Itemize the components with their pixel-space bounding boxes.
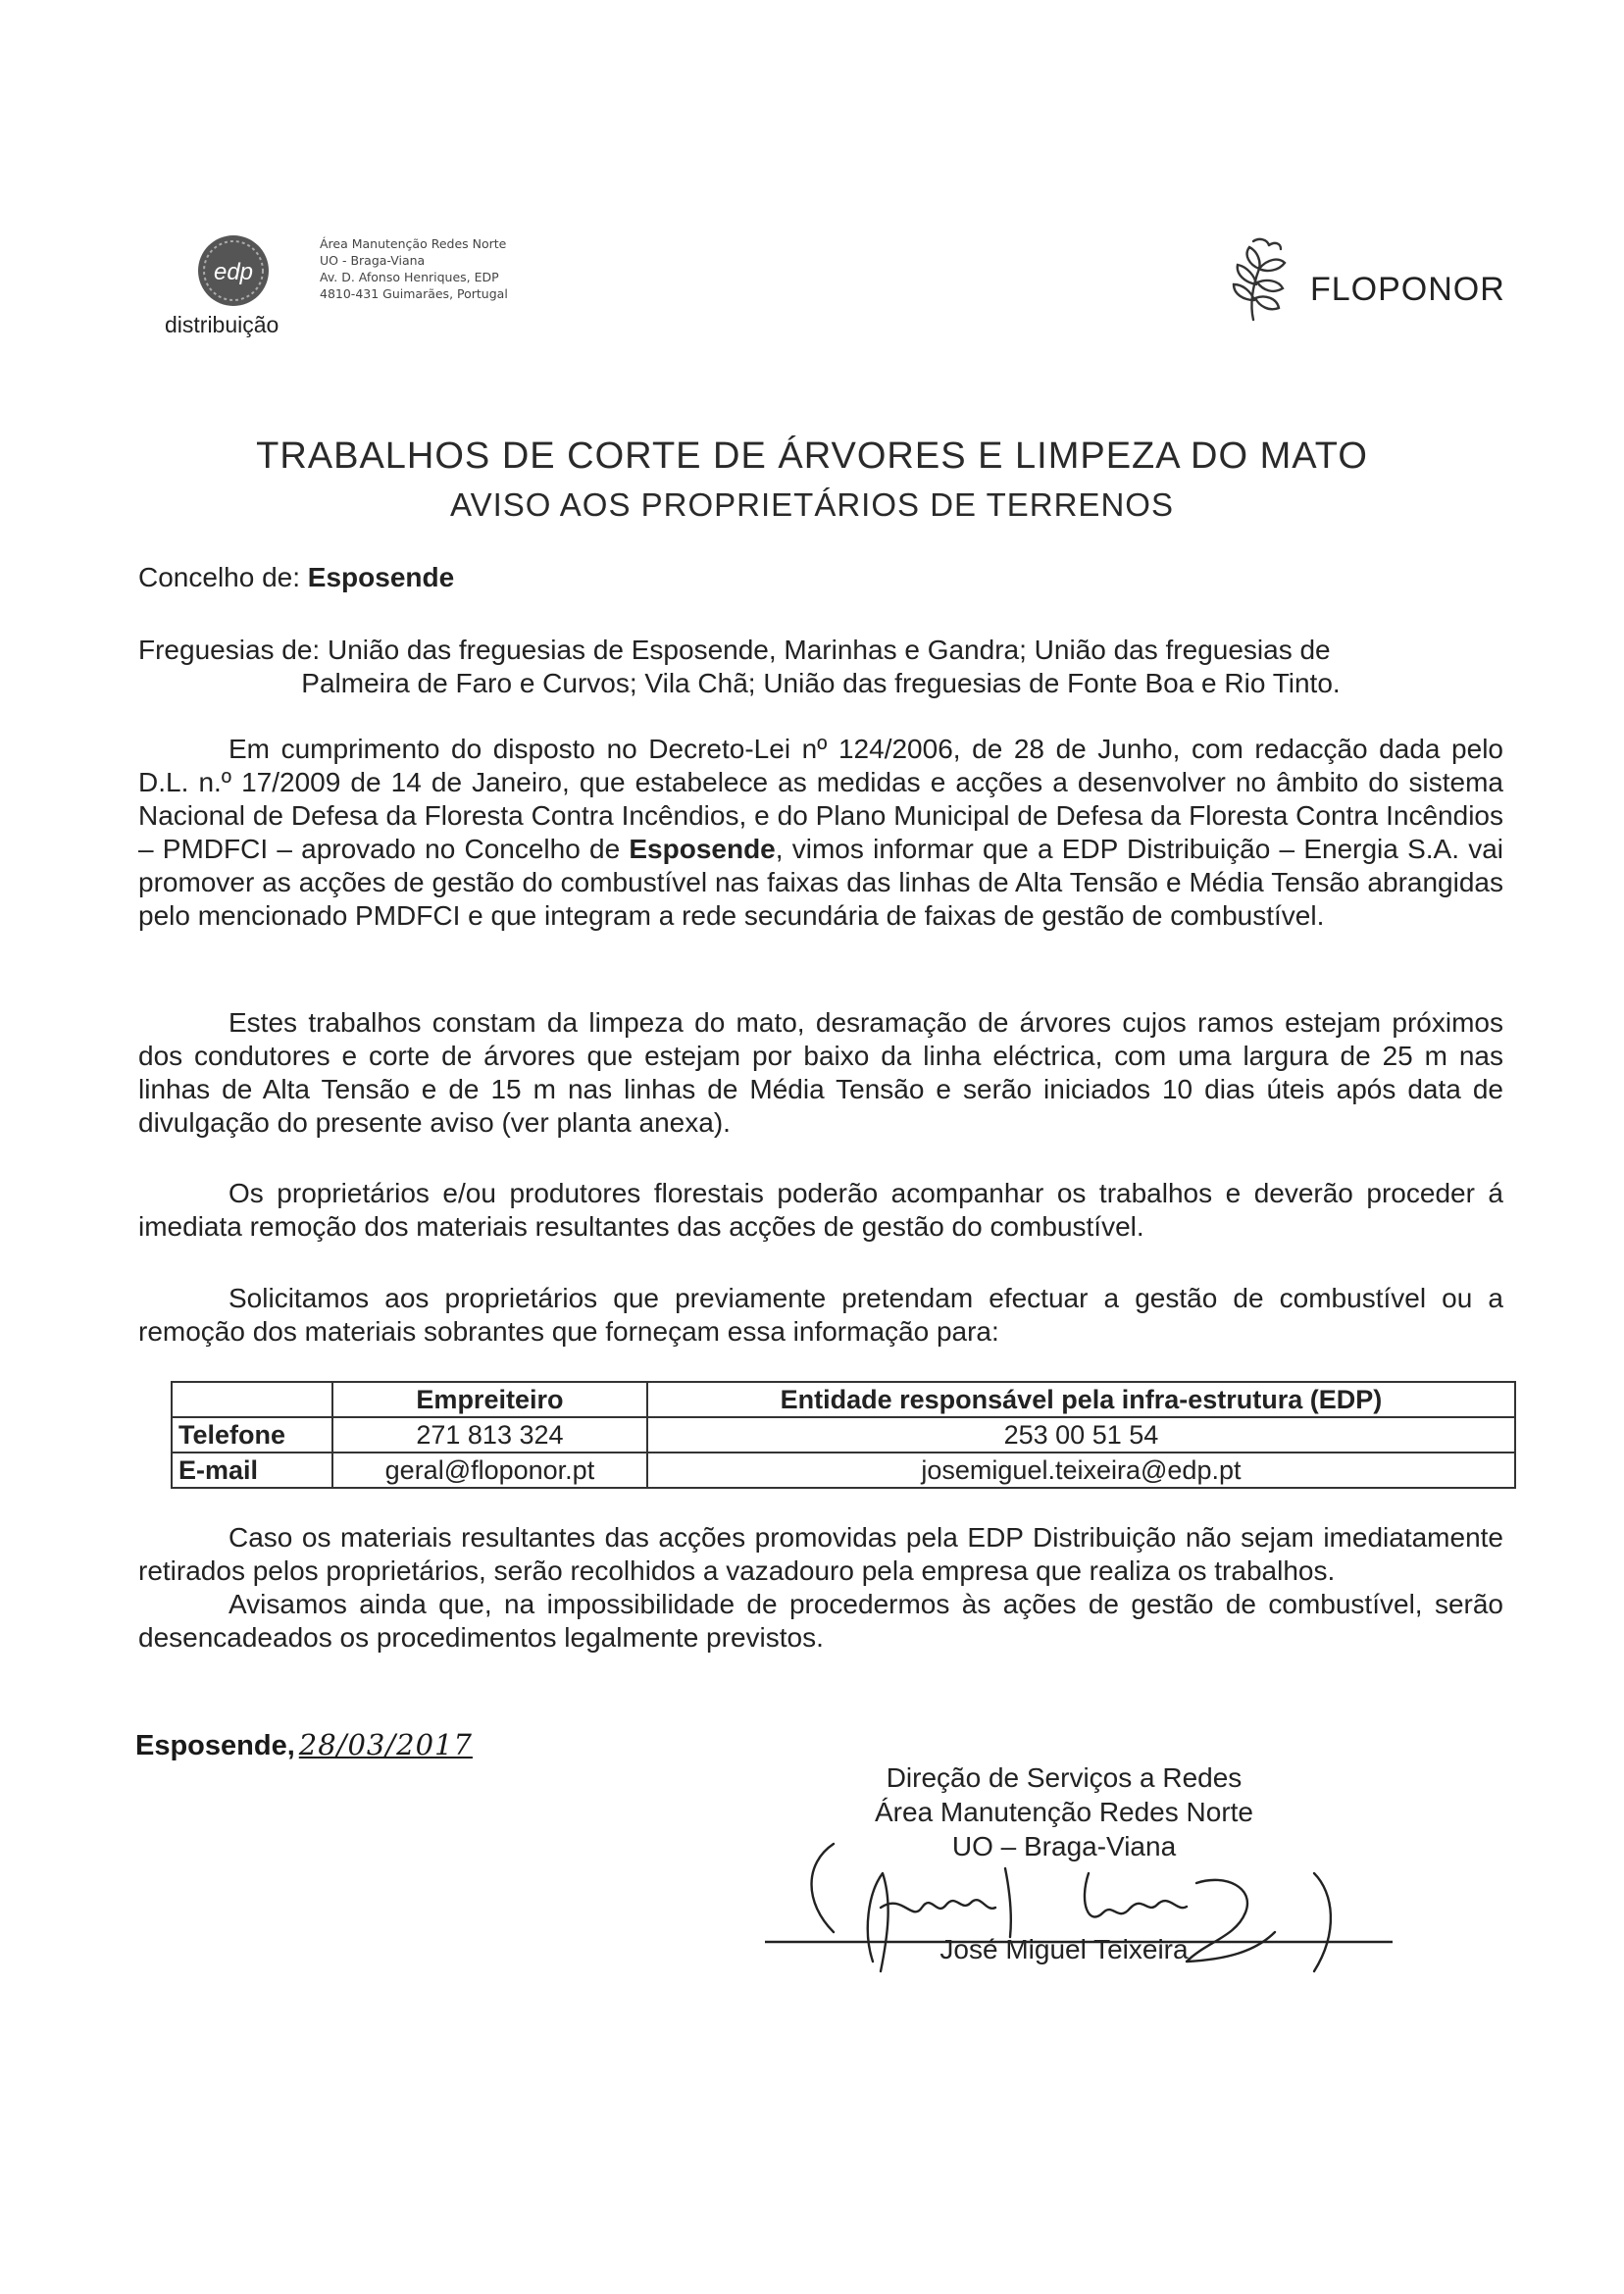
edp-logo-text: edp xyxy=(213,259,254,285)
page-subtitle: AVISO AOS PROPRIETÁRIOS DE TERRENOS xyxy=(450,486,1174,523)
table-row-label: Telefone xyxy=(172,1417,332,1453)
table-header: Entidade responsável pela infra-estrutura (EDP) xyxy=(647,1382,1515,1417)
paragraph-bold-concelho: Esposende xyxy=(629,834,776,864)
paragraph-text: Caso os materiais resultantes das acções promovidas pela EDP Distribuição não sejam imediatamente retirados pelos proprietários, serão recolhidos a vazadouro pela empresa que realiza os trabalhos. xyxy=(138,1522,1503,1586)
page-title: TRABALHOS DE CORTE DE ÁRVORES E LIMPEZA DO MATO xyxy=(256,435,1368,477)
paragraph-text: Os proprietários e/ou produtores florestais poderão acompanhar os trabalhos e deverão proceder á imediata remoção dos materiais resultantes das acções de gestão do combustível. xyxy=(138,1178,1503,1242)
paragraph-legal-basis xyxy=(138,733,1503,933)
table-header xyxy=(172,1382,332,1417)
edp-address-line: 4810-431 Guimarães, Portugal xyxy=(320,286,508,301)
table-header-row xyxy=(172,1382,1515,1417)
table-row xyxy=(172,1417,1515,1453)
edp-logo xyxy=(194,231,273,310)
partner-name: FLOPONOR xyxy=(1310,271,1505,308)
table-cell: 253 00 51 54 xyxy=(647,1417,1515,1453)
table-row-label: E-mail xyxy=(172,1453,332,1488)
paragraph-text: Em cumprimento do disposto no Decreto-Lei nº 124/2006, de 28 de Junho, com redacção dada pelo D.L. n.º 17/2009 de 14 de Janeiro, que estabelece as medidas e acções a desenvolver no âmbito do sistema Nacional de Defesa da Floresta Contra Incêndios, e do Plano Municipal de Defesa da Floresta Contra Incêndios – PMDFCI – aprovado no Concelho de xyxy=(138,734,1503,864)
paragraph-text: Estes trabalhos constam da limpeza do mato, desramação de árvores cujos ramos estejam próximos dos condutores e corte de árvores que estejam por baixo da linha eléctrica, com uma largura de 25 m nas linhas de Alta Tensão e de 15 m nas linhas de Média Tensão e serão iniciados 10 dias úteis após data de divulgação do presente aviso (ver planta anexa). xyxy=(138,1007,1503,1138)
table-row xyxy=(172,1453,1515,1488)
edp-address-line: Av. D. Afonso Henriques, EDP xyxy=(320,270,499,284)
paragraph-request xyxy=(138,1282,1503,1349)
signatory-line: Área Manutenção Redes Norte xyxy=(875,1797,1253,1827)
table-header: Empreiteiro xyxy=(332,1382,647,1417)
edp-address-line: Área Manutenção Redes Norte xyxy=(320,236,507,251)
signatory-line: UO – Braga-Viana xyxy=(951,1831,1177,1861)
paragraph-closing xyxy=(138,1521,1503,1655)
email-link[interactable]: josemiguel.teixeira@edp.pt xyxy=(647,1453,1515,1488)
email-link[interactable]: geral@floponor.pt xyxy=(332,1453,647,1488)
concelho-line xyxy=(138,561,454,594)
handwritten-date: 28/03/2017 xyxy=(298,1728,473,1761)
paragraph-text: Solicitamos aos proprietários que previamente pretendam efectuar a gestão de combustível ou a remoção dos materiais sobrantes que forneçam essa informação para: xyxy=(138,1283,1503,1347)
edp-address xyxy=(320,235,508,302)
paragraph-text: , vimos informar que a EDP Distribuição – Energia S.A. vai promover as acções de gestão do combustível nas faixas das linhas de Alta Tensão e Média Tensão abrangidas pelo mencionado PMDFCI e que integram a rede secundária de faixas de gestão de combustível. xyxy=(138,834,1503,931)
edp-address-line: UO - Braga-Viana xyxy=(320,253,426,268)
freguesias-block xyxy=(138,634,1503,700)
concelho-label: Concelho de: xyxy=(138,562,301,592)
signatory-line: Direção de Serviços a Redes xyxy=(886,1762,1243,1793)
edp-division: distribuição xyxy=(165,312,279,337)
contacts-table xyxy=(171,1381,1516,1489)
table-cell: 271 813 324 xyxy=(332,1417,647,1453)
paragraph-owners-info xyxy=(138,1177,1503,1244)
freguesias-line-2: Palmeira de Faro e Curvos; Vila Chã; União das freguesias de Fonte Boa e Rio Tinto. xyxy=(301,668,1341,698)
date-line xyxy=(135,1728,473,1762)
paragraph-text: Avisamos ainda que, na impossibilidade de procedermos às ações de gestão de combustível, serão desencadeados os procedimentos legalmente previstos. xyxy=(138,1589,1503,1653)
paragraph-works-description xyxy=(138,1006,1503,1140)
freguesias-line-1: Freguesias de: União das freguesias de Esposende, Marinhas e Gandra; União das freguesias de xyxy=(138,635,1331,665)
signatory-name: José Miguel Teixeira xyxy=(939,1934,1189,1964)
date-place: Esposende, xyxy=(135,1730,295,1761)
floponor-logo-icon xyxy=(1224,233,1294,324)
concelho-value: Esposende xyxy=(307,562,455,592)
